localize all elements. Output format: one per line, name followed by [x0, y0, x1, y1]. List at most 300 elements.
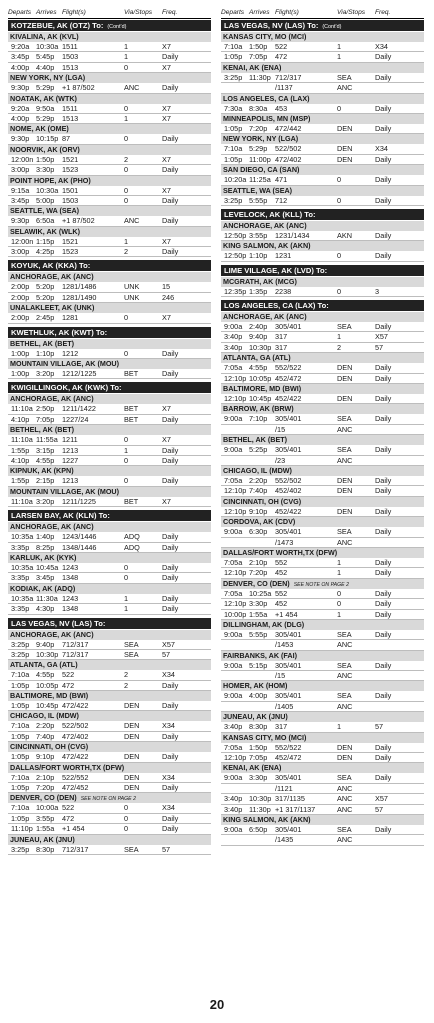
frequency-header: Freq. [375, 9, 391, 16]
arrival-time: 1:50p [249, 42, 268, 51]
arrival-time [249, 456, 275, 465]
destination-name: ANCHORAGE, AK (ANC) [10, 629, 94, 639]
frequency: Daily [375, 753, 392, 763]
flight-row [8, 42, 211, 52]
departure-time: 7:05a [224, 557, 243, 567]
destination-name: BALTIMORE, MD (BWI) [223, 384, 302, 394]
destination-header [221, 404, 424, 414]
flight-numbers: 305/401 [275, 824, 302, 834]
flight-row [221, 476, 424, 486]
departure-time: 12:50p [224, 230, 247, 240]
departure-time: 7:05a [224, 363, 243, 373]
destination-name: UNALAKLEET, AK (UNK) [10, 303, 95, 313]
flight-row [8, 446, 211, 456]
arrival-time: 5:55p [249, 629, 268, 639]
via-stops: DEN [337, 394, 353, 404]
flight-row [8, 563, 211, 573]
flight-numbers: 522 [62, 670, 75, 680]
frequency [375, 702, 405, 711]
destination-name: ANCHORAGE, AK (ANC) [223, 220, 307, 230]
departure-time: 9:00a [224, 660, 243, 670]
flight-row [221, 784, 424, 794]
arrival-time: 10:45p [36, 701, 59, 711]
frequency: Daily [162, 593, 179, 603]
frequency [375, 784, 405, 793]
destination-name: ANCHORAGE, AK (ANC) [10, 522, 94, 532]
arrival-time: 10:25a [249, 588, 272, 598]
via-stops: DEN [337, 753, 353, 763]
arrival-time: 7:40p [36, 731, 55, 741]
destination-header [8, 303, 211, 313]
flight-row [8, 369, 211, 379]
frequency: Daily [162, 83, 179, 93]
departure-time: 12:00n [11, 236, 34, 246]
arrival-time: 3:15p [36, 445, 55, 455]
arrival-time: 10:30p [249, 342, 272, 352]
flight-numbers: 1513 [62, 62, 79, 72]
flight-row [221, 794, 424, 804]
arrival-time: 5:29p [36, 113, 55, 123]
via-stops: BET [124, 496, 139, 506]
arrival-time: 11:30p [249, 72, 271, 82]
flight-row [221, 414, 424, 424]
flight-numbers: +1 454 [275, 609, 298, 619]
flight-row [221, 144, 424, 154]
flight-row [221, 175, 424, 185]
departure-time: 9:00a [224, 773, 243, 783]
destination-name: KING SALMON, AK (AKN) [223, 814, 311, 824]
origin-header [8, 618, 211, 629]
flight-numbers: 1227 [62, 455, 79, 465]
frequency: Daily [162, 542, 179, 552]
destination-name: KANSAS CITY, MO (MCI) [223, 732, 307, 742]
via-stops: DEN [124, 783, 140, 793]
arrival-time: 3:20p [36, 369, 55, 379]
flight-numbers: 471 [275, 175, 288, 185]
flight-row [221, 743, 424, 753]
via-stops: 1 [124, 113, 129, 123]
arrival-time: 2:20p [36, 721, 55, 731]
destination-header [8, 124, 211, 134]
destination-header [221, 651, 424, 661]
flight-numbers: 1211/1225 [62, 496, 96, 506]
arrival-time [249, 702, 275, 711]
flight-numbers: 305/401 [275, 527, 302, 537]
frequency: Daily [162, 562, 179, 572]
destination-name: KENAI, AK (ENA) [223, 763, 282, 773]
arrival-time: 2:10p [36, 772, 55, 782]
origin-section [8, 618, 211, 855]
frequency: Daily [162, 573, 179, 583]
via-stops: 0 [337, 588, 342, 598]
departure-time: 3:40p [224, 804, 243, 814]
destination-header [221, 815, 424, 825]
arrival-time: 8:30p [36, 844, 55, 854]
departure-time: 4:00p [11, 113, 30, 123]
departure-time [221, 538, 249, 547]
arrival-time: 4:55p [249, 363, 268, 373]
flight-row [8, 83, 211, 93]
flight-numbers: 552/522 [275, 363, 302, 373]
frequency: X34 [375, 42, 388, 51]
via-stops: ANC [337, 794, 353, 804]
via-stops: 0 [124, 134, 129, 144]
destination-name: ATLANTA, GA (ATL) [223, 353, 291, 363]
destination-header [8, 425, 211, 435]
flight-numbers: 1281 [62, 313, 79, 323]
arrival-time: 9:10p [249, 506, 268, 516]
destination-name: ANCHORAGE, AK (ANC) [10, 394, 94, 404]
frequency: X7 [162, 404, 171, 414]
origin-section [221, 265, 424, 297]
arrival-time: 8:30a [249, 103, 268, 113]
flight-numbers: +1 87/502 [62, 83, 95, 93]
arrival-time: 7:40p [249, 486, 268, 496]
arrives-header: Arrives [36, 9, 57, 16]
frequency: Daily [162, 824, 179, 834]
departure-time: 9:00a [224, 824, 243, 834]
arrival-time: 7:05p [36, 414, 55, 424]
frequency: Daily [375, 824, 392, 834]
via-stops: 0 [124, 824, 129, 834]
flight-row [8, 532, 211, 542]
departure-time: 7:05a [224, 742, 243, 752]
destination-name: NOME, AK (OME) [10, 124, 69, 134]
via-stops: 1 [337, 42, 342, 51]
flight-row [8, 435, 211, 445]
flight-row [221, 394, 424, 404]
flight-numbers: 1503 [62, 195, 79, 205]
arrival-time: 3:20p [36, 496, 55, 506]
flight-row [221, 73, 424, 83]
arrival-time: 7:05p [249, 753, 268, 763]
arrival-time: 5:25p [249, 445, 268, 455]
origin-title: LIME VILLAGE, AK (LVD) To: [224, 265, 328, 275]
flight-numbers: 1213 [62, 445, 79, 455]
frequency: Daily [375, 742, 392, 752]
arrival-time [249, 425, 275, 434]
flight-row [8, 752, 211, 762]
arrival-time: 1:50p [36, 154, 55, 164]
departure-time: 11:10a [11, 435, 33, 445]
flight-numbers: 305/401 [275, 322, 302, 332]
via-stops: DEN [124, 721, 140, 731]
destination-header [8, 206, 211, 216]
departure-time: 3:25p [11, 649, 30, 659]
destination-name: CORDOVA, AK (CDV) [223, 517, 296, 527]
via-stops: SEA [337, 414, 352, 424]
frequency: Daily [162, 134, 179, 144]
origin-header [221, 265, 424, 276]
frequency [375, 640, 405, 649]
frequency: X34 [375, 144, 388, 154]
frequency: X7 [162, 103, 171, 113]
destination-name: SEATTLE, WA (SEA) [10, 206, 80, 216]
flight-row [8, 814, 211, 824]
arrival-time: 5:00p [36, 195, 55, 205]
departure-time: 2:00p [11, 282, 30, 292]
via-stops: ANC [337, 640, 353, 650]
flight-row [221, 155, 424, 165]
via-stops: AKN [337, 230, 353, 240]
flight-row [221, 538, 424, 548]
flight-row [221, 425, 424, 435]
origin-header [221, 300, 424, 311]
via-stops: DEN [337, 475, 353, 485]
departure-time: 9:30p [11, 83, 30, 93]
via-stops: ANC [337, 783, 353, 793]
frequency: 57 [375, 342, 384, 352]
arrival-time: 1:55a [249, 609, 268, 619]
arrival-time: 10:30a [36, 42, 59, 51]
via-stops: SEA [337, 773, 352, 783]
departure-time: 10:35a [11, 593, 34, 603]
via-stops: 0 [124, 165, 129, 175]
via-stops: ADQ [124, 532, 140, 542]
departure-time: 10:35a [11, 532, 34, 542]
flight-row [221, 363, 424, 373]
flight-numbers: /1137 [275, 83, 293, 93]
departure-time: 7:10a [224, 144, 243, 154]
flight-row [8, 104, 211, 114]
flight-numbers: 1511 [62, 103, 78, 113]
destination-header [221, 733, 424, 743]
via-stops: 0 [124, 62, 129, 72]
destination-header [221, 763, 424, 773]
via-stops: DEN [124, 772, 140, 782]
frequency: 57 [162, 649, 171, 659]
destination-header [8, 660, 211, 670]
via-stops: 1 [337, 557, 342, 567]
destination-header [8, 145, 211, 155]
flight-row [8, 604, 211, 614]
departure-time: 1:05p [11, 783, 30, 793]
destination-name: DILLINGHAM, AK (DLG) [223, 619, 305, 629]
departure-time: 7:10a [11, 803, 30, 813]
flight-numbers: 2238 [275, 286, 292, 296]
flight-numbers: 712/317 [275, 72, 302, 82]
destination-header [221, 681, 424, 691]
flight-row [8, 824, 211, 834]
arrival-time: 3:30p [249, 773, 268, 783]
frequency: Daily [375, 230, 392, 240]
departure-time: 12:10p [224, 568, 247, 578]
frequency: Daily [375, 773, 392, 783]
via-stops: ANC [337, 424, 353, 434]
frequency: Daily [375, 363, 392, 373]
destination-header [221, 435, 424, 445]
arrival-time: 11:00p [249, 154, 271, 164]
departure-time: 3:25p [224, 195, 243, 205]
departure-time: 9:30p [11, 134, 30, 144]
frequency: Daily [375, 394, 392, 404]
via-stops: 0 [124, 573, 129, 583]
frequency: Daily [162, 455, 179, 465]
frequency: 15 [162, 282, 171, 292]
destination-header [8, 272, 211, 282]
arrival-time: 10:05p [36, 680, 59, 690]
via-stops: 0 [337, 175, 342, 185]
destination-header [221, 620, 424, 630]
via-stops: BET [124, 404, 139, 414]
flight-numbers: 317 [275, 332, 288, 342]
destination-header [221, 466, 424, 476]
arrival-time: 10:00a [36, 803, 59, 813]
arrival-time: 6:50p [249, 824, 268, 834]
departure-time: 9:00a [224, 629, 243, 639]
flight-row [221, 251, 424, 261]
destination-name: NEW YORK, NY (LGA) [10, 73, 86, 83]
via-stops: BET [124, 414, 139, 424]
arrival-time: 1:15p [36, 236, 55, 246]
origin-section [221, 300, 424, 846]
flight-row [221, 124, 424, 134]
flight-row [8, 701, 211, 711]
frequency: X7 [162, 435, 171, 445]
via-stops: UNK [124, 292, 140, 302]
flight-row [221, 568, 424, 578]
flight-numbers: 1501 [62, 185, 79, 195]
frequency: Daily [162, 216, 179, 226]
departure-time: 3:40p [224, 794, 243, 804]
origin-section [221, 20, 424, 206]
via-stops: SEA [337, 629, 352, 639]
departure-time [221, 671, 249, 680]
frequency: 3 [375, 286, 380, 296]
flight-numbers: 472 [62, 680, 75, 690]
flight-row [221, 322, 424, 332]
flight-numbers: 552/522 [275, 742, 302, 752]
flight-numbers: /1405 [275, 701, 294, 711]
frequency: X7 [162, 236, 171, 246]
flight-row [221, 104, 424, 114]
frequency: X34 [162, 772, 175, 782]
frequency: Daily [162, 445, 179, 455]
via-stops: 1 [124, 445, 129, 455]
frequency: Daily [375, 475, 392, 485]
flight-row [8, 573, 211, 583]
flight-row [221, 702, 424, 712]
destination-header [8, 94, 211, 104]
flight-numbers: 1511 [62, 42, 78, 51]
origin-title: LAS VEGAS, NV (LAS) To: [224, 21, 319, 30]
frequency: Daily [375, 588, 392, 598]
via-stops: SEA [337, 691, 352, 701]
flight-row [221, 332, 424, 342]
via-stops: 1 [124, 593, 129, 603]
frequency: Daily [375, 195, 392, 205]
arrival-time: 5:20p [36, 282, 55, 292]
destination-header [8, 466, 211, 476]
destination-name: DALLAS/FORT WORTH,TX (DFW) [10, 762, 125, 772]
frequency: Daily [375, 557, 392, 567]
departure-time: 4:10p [11, 455, 30, 465]
destination-name: CHICAGO, IL (MDW) [223, 465, 292, 475]
origin-header [8, 327, 211, 338]
arrival-time: 6:30p [249, 527, 268, 537]
departure-time: 2:00p [11, 313, 30, 323]
frequency: X57 [375, 332, 388, 342]
frequency: Daily [162, 195, 179, 205]
departure-time [221, 784, 249, 793]
via-stops: 1 [337, 332, 342, 342]
flight-row [8, 196, 211, 206]
arrival-time: 9:10p [36, 752, 55, 762]
arrival-time: 10:45a [36, 562, 59, 572]
flight-numbers: 1521 [62, 236, 79, 246]
flight-row [221, 456, 424, 466]
flight-numbers: 87 [62, 134, 71, 144]
continued-label: (Cont'd) [322, 24, 342, 30]
flight-numbers: /15 [275, 671, 286, 681]
flight-numbers: 1521 [62, 154, 79, 164]
via-stops-header: Via/Stops [337, 9, 366, 16]
via-stops: SEA [337, 72, 352, 82]
destination-name: SEATTLE, WA (SEA) [223, 185, 293, 195]
origin-header [221, 20, 424, 31]
destination-header [8, 32, 211, 42]
flight-numbers: 317/1135 [275, 794, 305, 804]
flight-numbers: 1243 [62, 593, 79, 603]
flight-row [8, 640, 211, 650]
destination-name: MCGRATH, AK (MCG) [223, 276, 297, 286]
frequency [375, 671, 405, 680]
departure-time: 3:25p [224, 72, 243, 82]
flight-numbers: 522/502 [62, 721, 89, 731]
departure-time: 7:10a [11, 772, 30, 782]
frequency [375, 835, 405, 844]
flight-numbers: 453 [275, 103, 288, 113]
arrival-time: 3:30p [249, 599, 268, 609]
via-stops: ANC [337, 701, 353, 711]
departure-time: 7:05a [224, 588, 243, 598]
departure-time: 3:40p [224, 342, 243, 352]
flight-row [221, 773, 424, 783]
destination-header [221, 712, 424, 722]
arrival-time: 7:05p [249, 52, 268, 62]
departure-time: 4:10p [11, 414, 30, 424]
origin-section [8, 260, 211, 323]
destination-name: MINNEAPOLIS, MN (MSP) [223, 113, 311, 123]
flight-numbers: 452/422 [275, 394, 302, 404]
flight-numbers: 1503 [62, 52, 79, 62]
flight-numbers: 305/401 [275, 691, 302, 701]
destination-header [8, 339, 211, 349]
destination-header [221, 548, 424, 558]
flight-numbers: +1 454 [62, 824, 85, 834]
arrival-time: 1:10p [249, 251, 268, 261]
destination-header [8, 394, 211, 404]
flight-row [8, 681, 211, 691]
flight-numbers: 1243 [62, 562, 79, 572]
arrival-time: 7:10p [249, 414, 268, 424]
departure-time: 3:35p [11, 573, 30, 583]
via-stops: BET [124, 369, 139, 379]
flight-row [221, 343, 424, 353]
arrival-time: 11:30a [36, 593, 58, 603]
flight-row [8, 282, 211, 292]
departure-time: 4:00p [11, 62, 30, 72]
frequency [375, 425, 405, 434]
departure-time: 12:00n [11, 154, 34, 164]
flight-row [221, 825, 424, 835]
flight-numbers: 1281/1490 [62, 292, 97, 302]
frequency: Daily [375, 691, 392, 701]
origin-title: LARSEN BAY, AK (KLN) To: [11, 511, 110, 521]
flight-numbers: /1121 [275, 783, 293, 793]
destination-name: MOUNTAIN VILLAGE, AK (MOU) [10, 359, 119, 369]
flight-numbers: 1211 [62, 435, 78, 445]
